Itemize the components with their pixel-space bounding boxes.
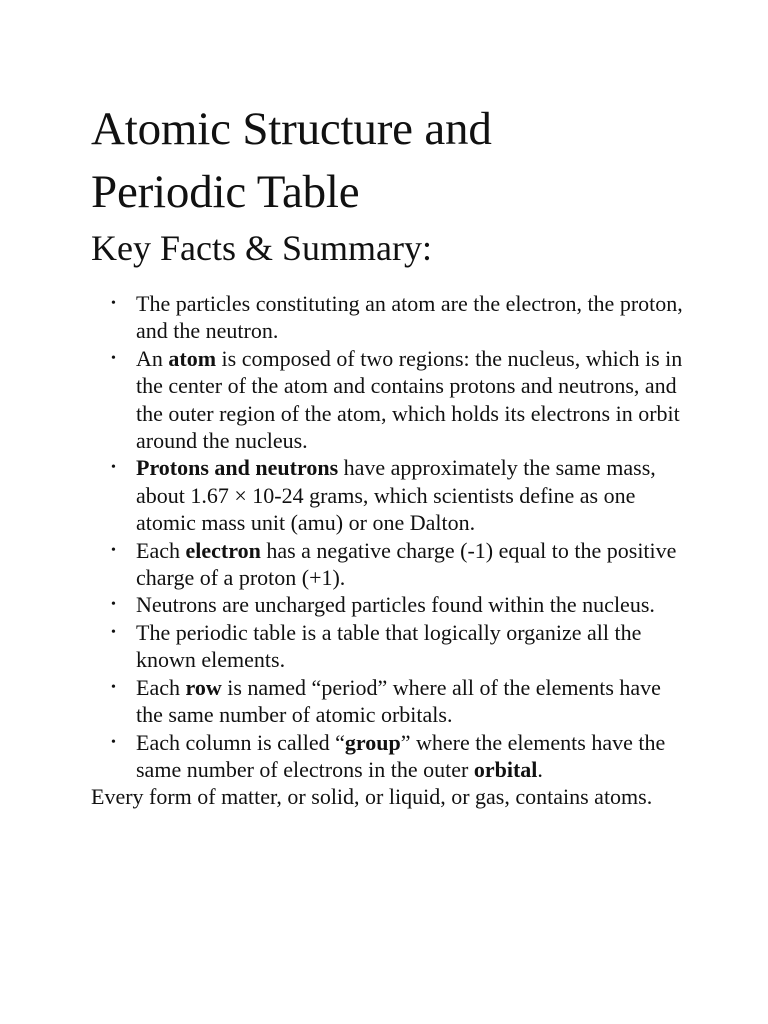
text-run: . [537,756,543,782]
bold-term: group [344,729,401,755]
list-item [91,537,688,592]
text-run: ” where the elements have the same number of electrons in the outer [136,729,666,782]
title-line-1: Atomic Structure and [91,103,492,155]
list-item [91,591,688,618]
text-run: have approximately the same mass, about 1.67 × 10-24 grams, which scientists define as one atomic mass unit (amu) or one Dalton. [136,455,656,536]
page-title [91,98,688,224]
text-run: Each [136,537,186,563]
text-run: has a negative charge (-1) equal to the positive charge of a proton (+1). [136,537,677,591]
fact-text [136,730,665,782]
bullet-icon: • [111,734,116,750]
text-run: is named “period” where all of the elements have the same number of atomic orbitals. [136,674,661,728]
closing-paragraph: Every form of matter, or solid, or liquid, or gas, contains atoms. [91,784,653,810]
fact-text [136,538,676,590]
fact-text [136,455,656,535]
bullet-icon: • [111,542,116,558]
list-item [91,454,688,536]
list-item [91,729,688,784]
bullet-icon: • [111,679,116,695]
list-item [91,619,688,674]
fact-text [136,346,682,453]
bullet-icon: • [111,296,116,311]
list-item [91,345,688,455]
text-run: An [136,345,169,371]
section-subtitle: Key Facts & Summary: [91,228,432,268]
bold-term: electron [185,537,261,563]
bold-term: Protons and neutrons [136,455,339,481]
bold-term: atom [168,345,217,371]
text-run: is composed of two regions: the nucleus, which is in the center of the atom and contains protons and neutrons, and the outer region of the atom, which holds its electrons in orbit around the nucleus. [136,345,683,454]
fact-text [136,291,683,343]
list-item [91,674,688,729]
bullet-icon: • [111,350,116,366]
bullet-icon: • [111,624,116,640]
bullet-icon: • [111,460,116,476]
text-run: Each [136,674,186,700]
key-facts-list [91,290,688,783]
bullet-icon: • [111,597,116,613]
fact-text [136,675,661,727]
text-run: Each column is called “ [136,729,345,755]
fact-text [136,592,655,617]
title-line-2: Periodic Table [91,166,360,218]
text-run: The periodic table is a table that logically organize all the known elements. [136,619,642,673]
bold-term: orbital [473,756,538,782]
fact-text [136,620,641,672]
bold-term: row [185,674,222,700]
text-run: The particles constituting an atom are the electron, the proton, and the neutron. [136,291,683,344]
text-run: Neutrons are uncharged particles found within the nucleus. [136,592,655,618]
list-item [91,290,688,345]
